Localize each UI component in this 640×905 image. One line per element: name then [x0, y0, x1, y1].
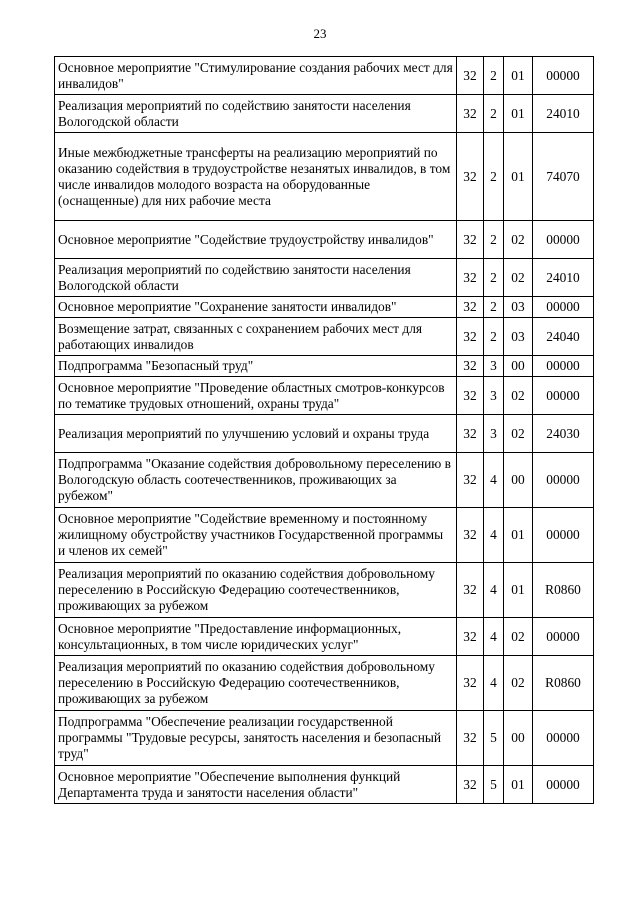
- code-direction-cell: R0860: [533, 656, 594, 711]
- code-ministry-cell: 32: [457, 259, 484, 297]
- code-subprogram-cell: 3: [484, 377, 504, 415]
- table-row: [55, 618, 594, 656]
- code-activity-cell: 01: [504, 563, 533, 618]
- table-row: [55, 259, 594, 297]
- table-row: [55, 297, 594, 318]
- code-subprogram-cell: 4: [484, 508, 504, 563]
- code-activity-cell: 00: [504, 356, 533, 377]
- code-ministry-cell: 32: [457, 415, 484, 453]
- table-row: [55, 711, 594, 766]
- code-direction-cell: 00000: [533, 221, 594, 259]
- row-name-cell: Основное мероприятие "Сохранение занятости инвалидов": [55, 297, 457, 318]
- code-activity-cell: 01: [504, 766, 533, 804]
- table-row: [55, 356, 594, 377]
- code-direction-cell: 00000: [533, 57, 594, 95]
- code-direction-cell: 00000: [533, 377, 594, 415]
- code-direction-cell: 24010: [533, 95, 594, 133]
- code-subprogram-cell: 3: [484, 356, 504, 377]
- code-ministry-cell: 32: [457, 57, 484, 95]
- row-name-cell: Подпрограмма "Безопасный труд": [55, 356, 457, 377]
- code-direction-cell: 00000: [533, 297, 594, 318]
- code-ministry-cell: 32: [457, 453, 484, 508]
- code-direction-cell: 24010: [533, 259, 594, 297]
- table-row: [55, 563, 594, 618]
- row-name-cell: Основное мероприятие "Содействие временному и постоянному жилищному обустройству участников Государственной программы и членов их семей": [55, 508, 457, 563]
- table-row: [55, 221, 594, 259]
- code-direction-cell: 24040: [533, 318, 594, 356]
- code-activity-cell: 02: [504, 221, 533, 259]
- table-row: [55, 766, 594, 804]
- row-name-cell: Основное мероприятие "Стимулирование создания рабочих мест для инвалидов": [55, 57, 457, 95]
- table-row: [55, 415, 594, 453]
- code-subprogram-cell: 4: [484, 656, 504, 711]
- code-activity-cell: 00: [504, 711, 533, 766]
- code-subprogram-cell: 2: [484, 259, 504, 297]
- code-direction-cell: 00000: [533, 508, 594, 563]
- code-activity-cell: 01: [504, 133, 533, 221]
- row-name-cell: Основное мероприятие "Предоставление информационных, консультационных, в том числе юридических услуг": [55, 618, 457, 656]
- code-ministry-cell: 32: [457, 356, 484, 377]
- code-ministry-cell: 32: [457, 377, 484, 415]
- code-activity-cell: 02: [504, 259, 533, 297]
- row-name-cell: Реализация мероприятий по содействию занятости населения Вологодской области: [55, 259, 457, 297]
- code-activity-cell: 02: [504, 377, 533, 415]
- code-activity-cell: 01: [504, 95, 533, 133]
- code-subprogram-cell: 3: [484, 415, 504, 453]
- code-subprogram-cell: 5: [484, 766, 504, 804]
- code-activity-cell: 03: [504, 318, 533, 356]
- code-subprogram-cell: 2: [484, 95, 504, 133]
- row-name-cell: Основное мероприятие "Содействие трудоустройству инвалидов": [55, 221, 457, 259]
- row-name-cell: Основное мероприятие "Проведение областных смотров-конкурсов по тематике трудовых отношений, охраны труда": [55, 377, 457, 415]
- code-direction-cell: 00000: [533, 618, 594, 656]
- code-activity-cell: 01: [504, 57, 533, 95]
- page-number: 23: [313, 26, 327, 41]
- row-name-cell: Подпрограмма "Обеспечение реализации государственной программы "Трудовые ресурсы, занятость населения и безопасный труд": [55, 711, 457, 766]
- code-direction-cell: R0860: [533, 563, 594, 618]
- table-row: [55, 57, 594, 95]
- code-subprogram-cell: 2: [484, 133, 504, 221]
- code-subprogram-cell: 4: [484, 453, 504, 508]
- code-direction-cell: 00000: [533, 453, 594, 508]
- code-ministry-cell: 32: [457, 563, 484, 618]
- row-name-cell: Реализация мероприятий по содействию занятости населения Вологодской области: [55, 95, 457, 133]
- code-subprogram-cell: 5: [484, 711, 504, 766]
- row-name-cell: Возмещение затрат, связанных с сохранением рабочих мест для работающих инвалидов: [55, 318, 457, 356]
- table-row: [55, 95, 594, 133]
- code-ministry-cell: 32: [457, 318, 484, 356]
- code-ministry-cell: 32: [457, 508, 484, 563]
- table-row: [55, 133, 594, 221]
- code-subprogram-cell: 2: [484, 318, 504, 356]
- code-activity-cell: 02: [504, 618, 533, 656]
- code-subprogram-cell: 4: [484, 563, 504, 618]
- table-row: [55, 377, 594, 415]
- row-name-cell: Подпрограмма "Оказание содействия добровольному переселению в Вологодскую область соотечественников, проживающих за рубежом": [55, 453, 457, 508]
- code-ministry-cell: 32: [457, 95, 484, 133]
- table-row: [55, 453, 594, 508]
- code-direction-cell: 74070: [533, 133, 594, 221]
- code-subprogram-cell: 2: [484, 221, 504, 259]
- table-row: [55, 318, 594, 356]
- row-name-cell: Реализация мероприятий по оказанию содействия добровольному переселению в Российскую Федерацию соотечественников, проживающих за рубежом: [55, 563, 457, 618]
- code-ministry-cell: 32: [457, 297, 484, 318]
- code-activity-cell: 00: [504, 453, 533, 508]
- code-subprogram-cell: 2: [484, 57, 504, 95]
- code-subprogram-cell: 2: [484, 297, 504, 318]
- code-ministry-cell: 32: [457, 711, 484, 766]
- row-name-cell: Основное мероприятие "Обеспечение выполнения функций Департамента труда и занятости населения области": [55, 766, 457, 804]
- row-name-cell: Реализация мероприятий по улучшению условий и охраны труда: [55, 415, 457, 453]
- code-ministry-cell: 32: [457, 133, 484, 221]
- code-ministry-cell: 32: [457, 656, 484, 711]
- code-direction-cell: 24030: [533, 415, 594, 453]
- code-ministry-cell: 32: [457, 221, 484, 259]
- code-activity-cell: 01: [504, 508, 533, 563]
- code-direction-cell: 00000: [533, 766, 594, 804]
- table-row: [55, 508, 594, 563]
- code-direction-cell: 00000: [533, 356, 594, 377]
- code-ministry-cell: 32: [457, 766, 484, 804]
- row-name-cell: Иные межбюджетные трансферты на реализацию мероприятий по оказанию содействия в трудоустройстве незанятых инвалидов, в том числе инвалидов молодого возраста на оборудованные (оснащенные) для них рабочие места: [55, 133, 457, 221]
- code-ministry-cell: 32: [457, 618, 484, 656]
- code-activity-cell: 02: [504, 656, 533, 711]
- code-subprogram-cell: 4: [484, 618, 504, 656]
- code-direction-cell: 00000: [533, 711, 594, 766]
- table-row: [55, 656, 594, 711]
- budget-classification-table: [54, 56, 594, 804]
- row-name-cell: Реализация мероприятий по оказанию содействия добровольному переселению в Российскую Федерацию соотечественников, проживающих за рубежом: [55, 656, 457, 711]
- code-activity-cell: 03: [504, 297, 533, 318]
- code-activity-cell: 02: [504, 415, 533, 453]
